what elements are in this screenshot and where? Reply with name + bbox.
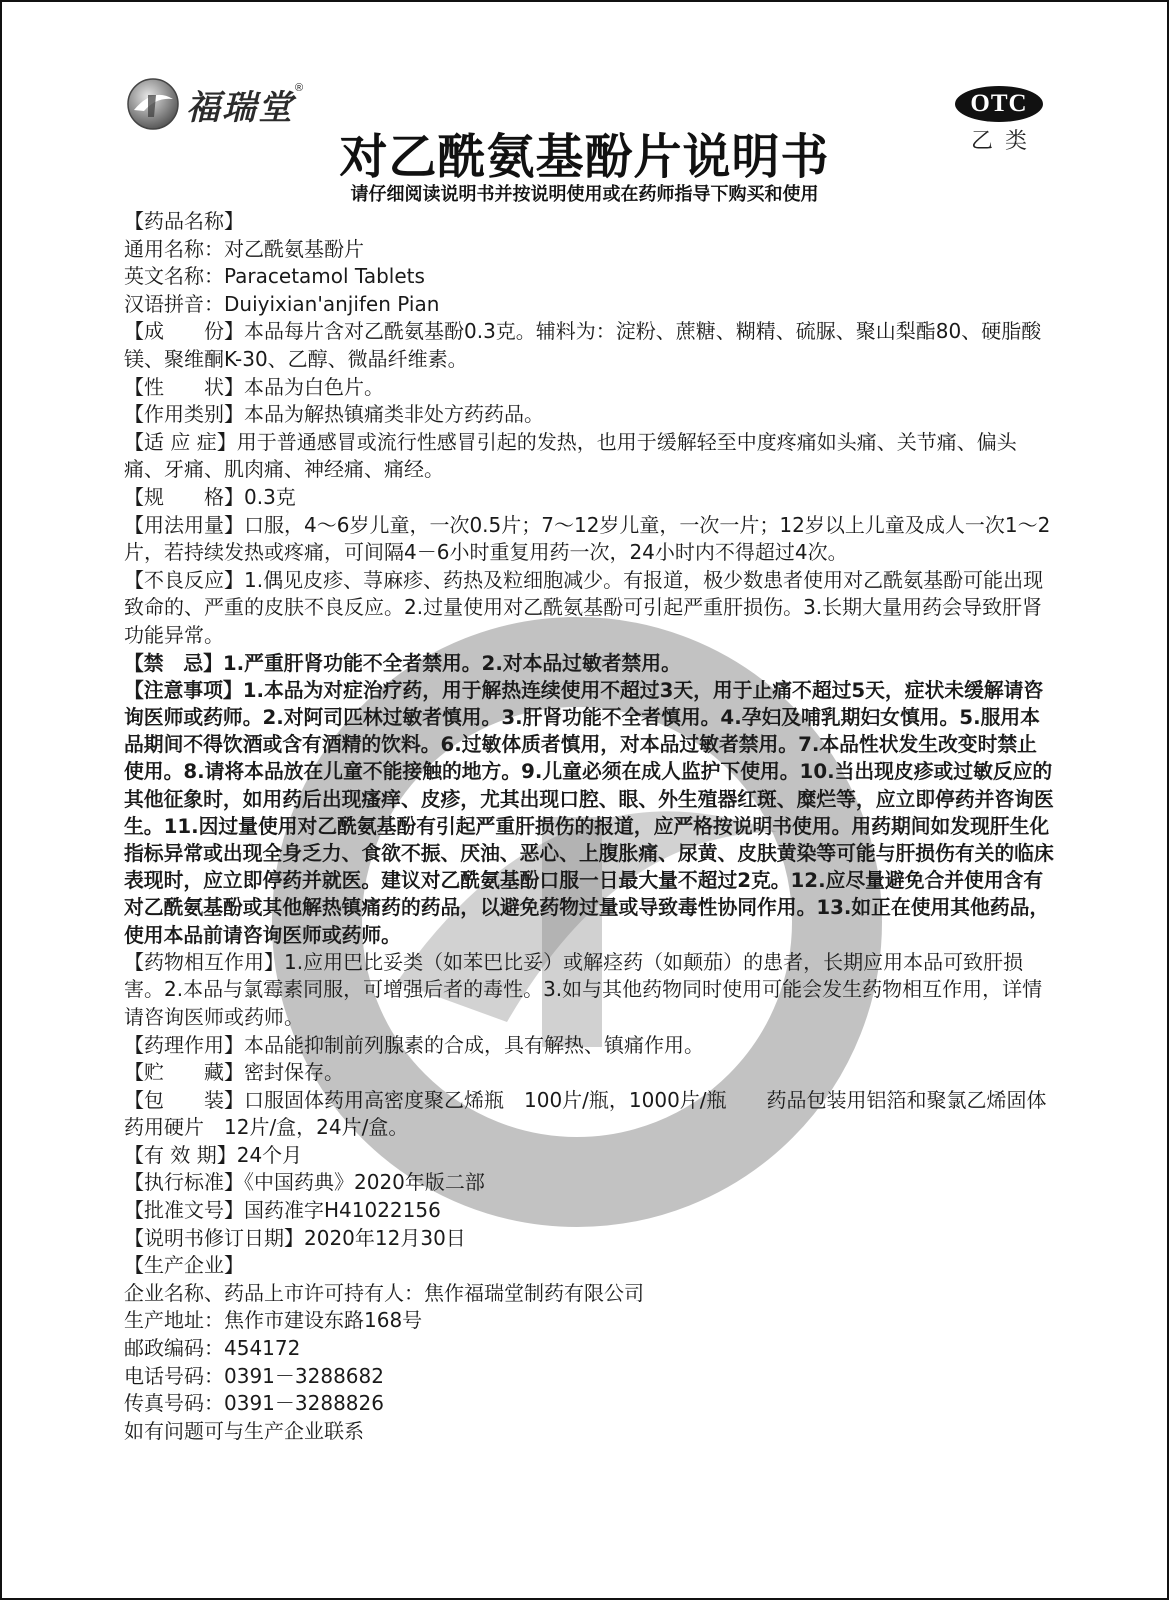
document-title: 对乙酰氨基酚片说明书 (339, 129, 830, 185)
execution-standard: 【执行标准】《中国药典》2020年版二部 (124, 1170, 485, 1195)
validity-period: 【有 效 期】24个月 (124, 1142, 303, 1167)
contraindications: 【禁 忌】1.严重肝肾功能不全者禁用。2.对本品过敏者禁用。 (124, 651, 681, 675)
postcode: 邮政编码：454172 (124, 1336, 301, 1361)
revision-date: 【说明书修订日期】2020年12月30日 (124, 1225, 466, 1250)
precautions: 【注意事项】1.本品为对症治疗药，用于解热连续使用不超过3天，用于止痛不超过5天，症状未缓解请咨询医师或药师。2.对阿司匹林过敏者慎用。3.肝肾功能不全者慎用。4.孕妇及哺乳期妇女慎用。5.服用本品期间不得饮酒或含有酒精的饮料。6.过敏体质者慎用，对本品过敏者禁用。7.本品性状发生改变时禁止使用。8.请将本品放在儿童不能接触的地方。9.儿童必须在成人监护下使用。10.当出现皮疹或过敏反应的其他征象时，如用药后出现瘙痒、皮疹，尤其出现口腔、眼、外生殖器红斑、糜烂等，应立即停药并咨询医生。11.因过量使用对乙酰氨基酚有引起严重肝损伤的报道，应严格按说明书使用。用药期间如发现肝生化指标异常或出现全身乏力、食欲不振、厌油、恶心、上腹胀痛、尿黄、皮肤黄染等可能与肝损伤有关的临床表现时，应立即停药并就医。建议对乙酰氨基酚口服一日最大量不超过2克。12.应尽量避免合并使用含有对乙酰氨基酚或其他解热镇痛药的药品，以避免药物过量或导致毒性协同作用。13.如正在使用其他药品，使用本品前请咨询医师或药师。 (124, 678, 1054, 947)
leaflet-body (124, 208, 1054, 1445)
approval-number: 【批准文号】国药准字H41022156 (124, 1198, 441, 1223)
pharmacology: 【药理作用】本品能抑制前列腺素的合成，具有解热、镇痛作用。 (124, 1032, 704, 1057)
fax-number: 传真号码：0391－3288826 (124, 1391, 384, 1416)
otc-label: OTC (955, 86, 1043, 122)
dosage: 【用法用量】口服，4～6岁儿童，一次0.5片；7～12岁儿童，一次一片；12岁以上儿童及成人一次1～2片，若持续发热或疼痛，可间隔4－6小时重复用药一次，24小时内不得超过4次。 (124, 512, 1051, 565)
adverse-reactions: 【不良反应】1.偶见皮疹、荨麻疹、药热及粒细胞减少。有报道，极少数患者使用对乙酰氨基酚可能出现致命的、严重的皮肤不良反应。2.过量使用对乙酰氨基酚可引起严重肝损伤。3.长期大量用药会导致肝肾功能异常。 (124, 567, 1044, 647)
composition: 【成 份】本品每片含对乙酰氨基酚0.3克。辅料为：淀粉、蔗糖、糊精、硫脲、聚山梨酯80、硬脂酸镁、聚维酮K-30、乙醇、微晶纤维素。 (124, 319, 1042, 371)
drug-interactions: 【药物相互作用】1.应用巴比妥类（如苯巴比妥）或解痉药（如颠茄）的患者，长期应用本品可致肝损害。2.本品与氯霉素同服，可增强后者的毒性。3.如与其他药物同时使用可能会发生药物相互作用，详情请咨询医师或药师。 (124, 949, 1043, 1029)
manufacturer-header: 【生产企业】 (124, 1253, 244, 1278)
pinyin-name: 汉语拼音：Duiyixian'anjifen Pian (124, 291, 440, 316)
brand-name: 福瑞堂 (186, 87, 294, 128)
production-address: 生产地址：焦作市建设东路168号 (124, 1308, 423, 1333)
otc-category: 乙类 (970, 129, 1039, 154)
drug-category: 【作用类别】本品为解热镇痛类非处方药药品。 (124, 402, 544, 427)
generic-name: 通用名称：对乙酰氨基酚片 (124, 236, 364, 261)
indications: 【适 应 症】用于普通感冒或流行性感冒引起的发热，也用于缓解轻至中度疼痛如头痛、关节痛、偏头痛、牙痛、肌肉痛、神经痛、痛经。 (124, 429, 1017, 482)
appearance: 【性 状】本品为白色片。 (124, 374, 384, 399)
phone-number: 电话号码：0391－3288682 (124, 1363, 384, 1388)
document-subtitle: 请仔细阅读说明书并按说明使用或在药师指导下购买和使用 (350, 184, 819, 205)
storage: 【贮 藏】密封保存。 (124, 1060, 344, 1085)
english-name: 英文名称：Paracetamol Tablets (124, 264, 425, 289)
drug-name-header: 【药品名称】 (124, 209, 244, 233)
specification: 【规 格】0.3克 (124, 484, 296, 509)
company-name: 企业名称、药品上市许可持有人：焦作福瑞堂制药有限公司 (124, 1280, 644, 1305)
registered-mark: ® (295, 82, 304, 94)
contact-note: 如有问题可与生产企业联系 (124, 1418, 364, 1443)
packaging: 【包 装】口服固体药用高密度聚乙烯瓶 100片/瓶，1000片/瓶 药品包装用铝箔和聚氯乙烯固体药用硬片 12片/盒，24片/盒。 (124, 1087, 1047, 1140)
